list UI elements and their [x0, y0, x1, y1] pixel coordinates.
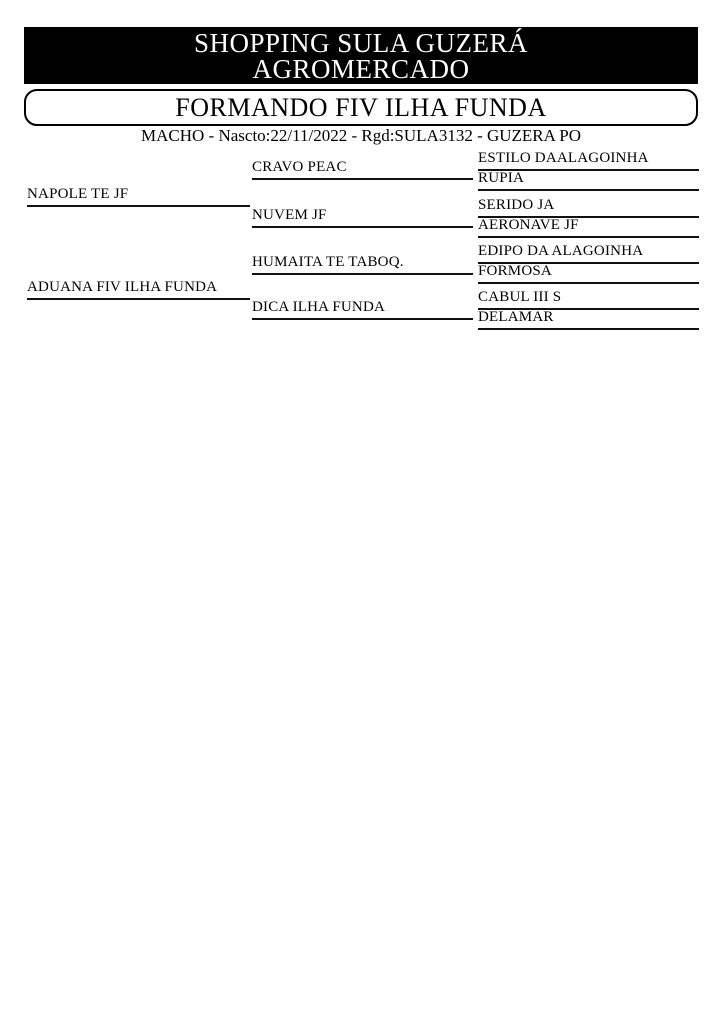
pedigree-tree: [0, 0, 722, 340]
pedigree-entry-sire-sire-sire: ESTILO DAALAGOINHA: [478, 150, 699, 171]
pedigree-entry-sire-sire: CRAVO PEAC: [252, 159, 473, 180]
pedigree-entry-dam-sire-dam: FORMOSA: [478, 263, 699, 284]
pedigree-entry-dam-dam: DICA ILHA FUNDA: [252, 299, 473, 320]
pedigree-entry-sire: NAPOLE TE JF: [27, 186, 250, 207]
pedigree-entry-dam-dam-sire: CABUL III S: [478, 289, 699, 310]
pedigree-entry-sire-sire-dam: RUPIA: [478, 170, 699, 191]
animal-name-title: FORMANDO FIV ILHA FUNDA: [175, 92, 547, 122]
animal-details-line: MACHO - Nascto:22/11/2022 - Rgd:SULA3132 - GUZERA PO: [141, 126, 581, 145]
org-name-line2: AGROMERCADO: [252, 54, 470, 84]
pedigree-entry-sire-dam-sire: SERIDO JA: [478, 197, 699, 218]
pedigree-entry-sire-dam-dam: AERONAVE JF: [478, 217, 699, 238]
pedigree-entry-dam-sire-sire: EDIPO DA ALAGOINHA: [478, 243, 699, 264]
pedigree-entry-dam-dam-dam: DELAMAR: [478, 309, 699, 330]
org-name-line1: SHOPPING SULA GUZERÁ: [193, 28, 529, 58]
pedigree-entry-dam: ADUANA FIV ILHA FUNDA: [27, 279, 250, 300]
pedigree-entry-sire-dam: NUVEM JF: [252, 207, 473, 228]
pedigree-entry-dam-sire: HUMAITA TE TABOQ.: [252, 254, 473, 275]
